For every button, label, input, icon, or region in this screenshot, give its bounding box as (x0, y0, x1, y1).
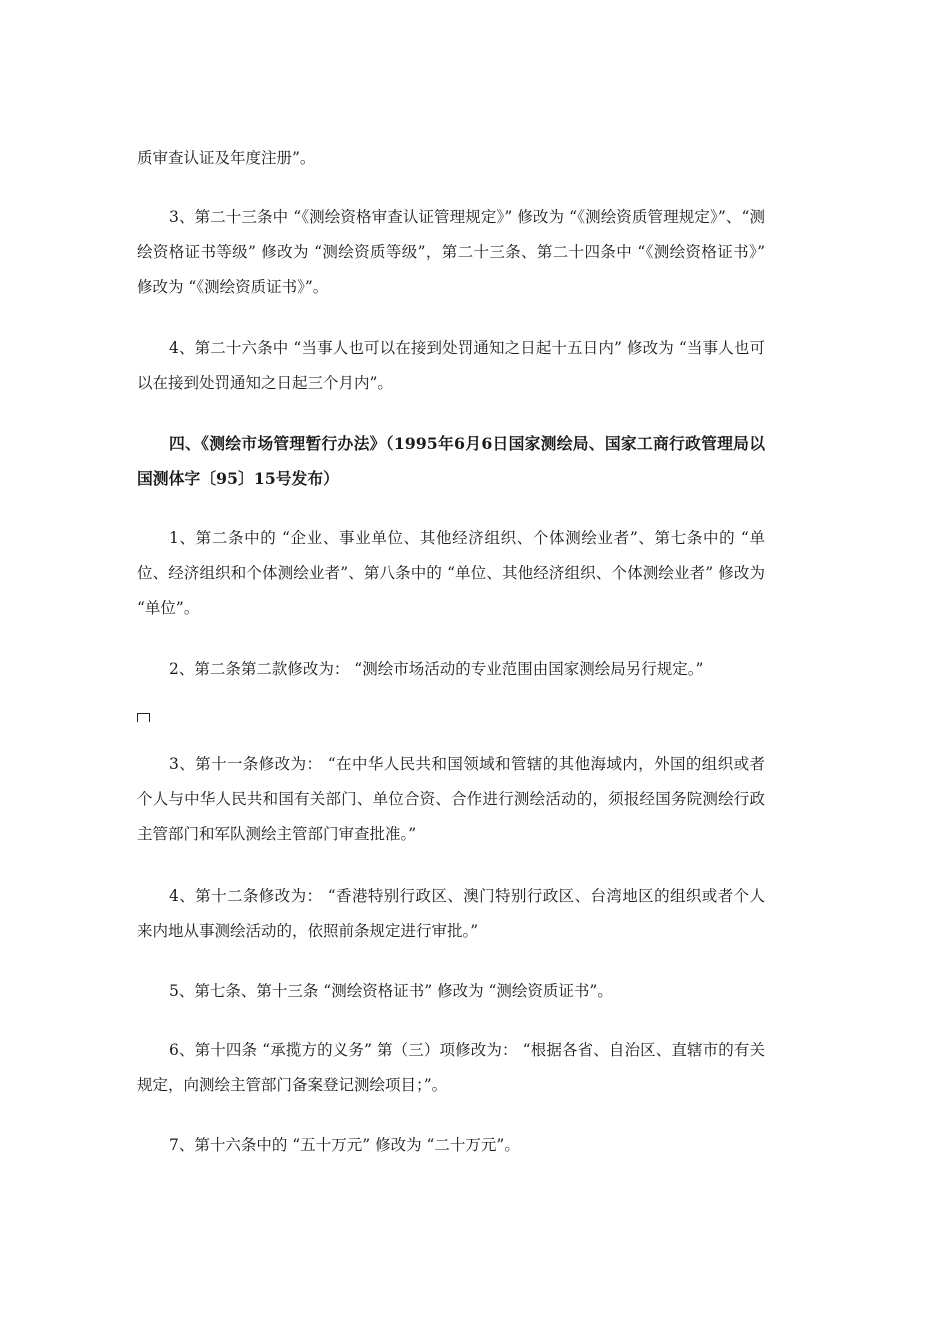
paragraph-item-3-surveying-qualification: 3、第二十三条中 “《测绘资格审查认证管理规定》” 修改为 “《测绘资质管理规定》”、“测绘资格证书等级” 修改为 “测绘资质等级”，第二十三条、第二十四条中 “《测绘资格证书》” 修改为 “《测绘资质证书》”。 (137, 208, 766, 296)
paragraph-item-4-penalty-notice: 4、第二十六条中 “当事人也可以在接到处罚通知之日起十五日内” 修改为 “当事人也可以在接到处罚通知之日起三个月内”。 (137, 339, 765, 392)
paragraph-continuation: 质审查认证及年度注册”。 (137, 149, 316, 167)
paragraph-item-5-articles-7-13: 5、第七条、第十三条 “测绘资格证书” 修改为 “测绘资质证书”。 (169, 982, 613, 1000)
paragraph-break-mark (137, 713, 150, 722)
paragraph-item-7-article-16: 7、第十六条中的 “五十万元” 修改为 “二十万元”。 (169, 1136, 520, 1154)
paragraph-item-6-article-14: 6、第十四条 “承揽方的义务” 第（三）项修改为： “根据各省、自治区、直辖市的有关规定，向测绘主管部门备案登记测绘项目；”。 (137, 1041, 765, 1094)
paragraph-item-1-article-2: 1、第二条中的 “企业、事业单位、其他经济组织、个体测绘业者”、第七条中的 “单位、经济组织和个体测绘业者”、第八条中的 “单位、其他经济组织、个体测绘业者” 修改为 “单位”。 (137, 529, 765, 617)
paragraph-item-3-article-11: 3、第十一条修改为： “在中华人民共和国领域和管辖的其他海域内，外国的组织或者个人与中华人民共和国有关部门、单位合资、合作进行测绘活动的，须报经国务院测绘行政主管部门和军队测绘主管部门审查批准。” (137, 755, 765, 843)
section-heading-market-regulation: 四、《测绘市场管理暂行办法》（1995年6月6日国家测绘局、国家工商行政管理局以国测体字〔95〕15号发布） (137, 434, 765, 488)
paragraph-item-2-article-2-clause-2: 2、第二条第二款修改为： “测绘市场活动的专业范围由国家测绘局另行规定。” (169, 660, 704, 678)
paragraph-item-4-article-12: 4、第十二条修改为： “香港特别行政区、澳门特别行政区、台湾地区的组织或者个人来内地从事测绘活动的，依照前条规定进行审批。” (137, 887, 765, 940)
